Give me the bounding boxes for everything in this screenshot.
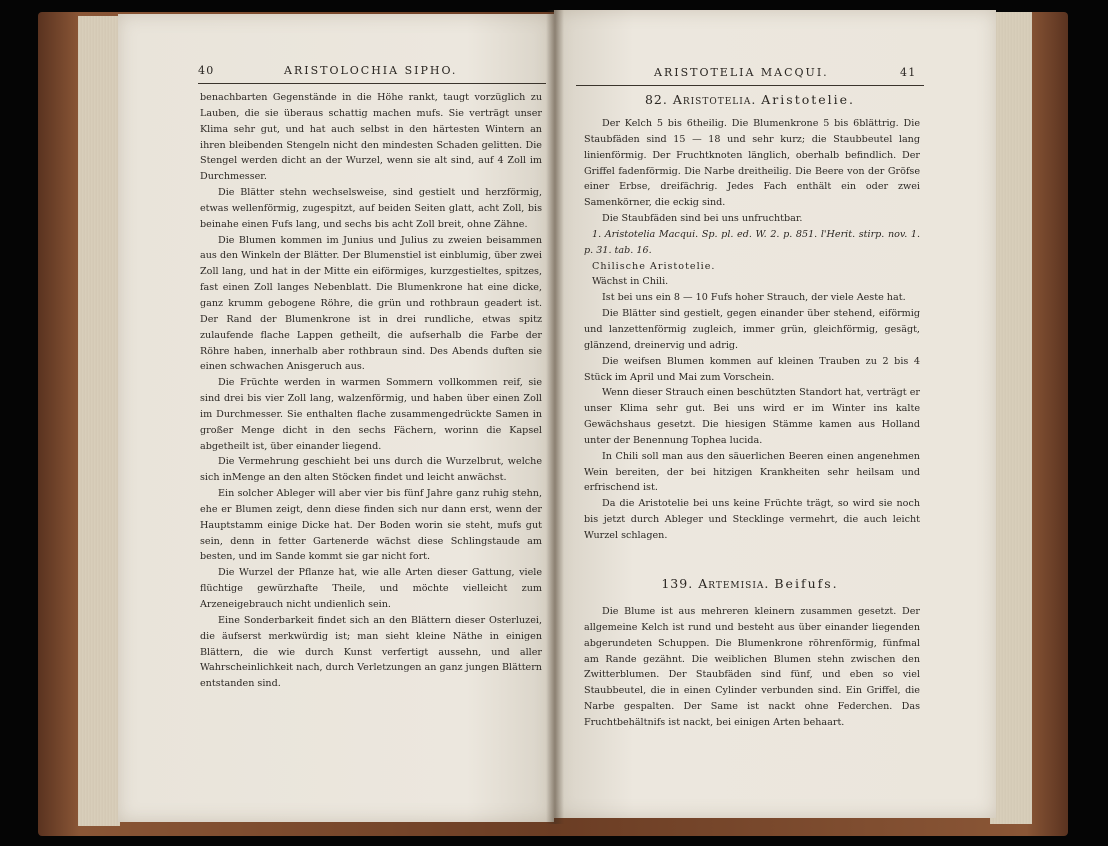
right-paragraph: Die weifsen Blumen kommen auf kleinen Trauben zu 2 bis 4 Stück im April und Mai zum Vorschein. [584, 355, 920, 383]
right-paragraph: Wenn dieser Strauch einen beschützten Standort hat, verträgt er unser Klima sehr gut. Bei uns wird er im Winter ins kalte Gewächshaus gesetzt. Die hiesigen Stämme kamen aus Holland unter der Benennung Tophea lucida. [584, 387, 920, 446]
right-paragraph: In Chili soll man aus den säuerlichen Beeren einen angenehmen Wein bereiten, der bei hitzigen Krankheiten sehr heilsam und erfrischend ist. [584, 450, 920, 494]
right-paragraph: Der Kelch 5 bis 6theilig. Die Blumenkrone 5 bis 6blättrig. Die Staubfäden sind 15 — 18 und sehr kurz; die Staubbeutel lang linienförmig. Der Fruchtknoten länglich, oberhalb befindlich. Der Griffel fadenförmig. Die Narbe dreitheilig. Die Beere von der Gröfse einer Erbse, dreifächrig. Jedes Fach enthält ein oder zwei Samenkörner, die eckig sind. [584, 118, 920, 209]
common-name: Chilische Aristotelie. [592, 260, 716, 272]
left-running-head: ARISTOLOCHIA SIPHO. [284, 64, 458, 77]
left-paragraph: Eine Sonderbarkeit findet sich an den Blättern dieser Osterluzei, die äufserst merkwürdig ist; man sieht kleine Näthe in einigen Blättern, die wie durch Kunst verfertigt aussehn, und aller Wahrscheinlichkeit nach, durch Verletzungen an ganz jungen Blättern entstanden sind. [200, 614, 542, 690]
right-paragraph: Die Staubfäden sind bei uns unfruchtbar. [602, 213, 803, 225]
section-82-number: 82. [644, 92, 668, 107]
left-paragraph: Die Wurzel der Pflanze hat, wie alle Arten dieser Gattung, viele flüchtige gewürzhafte Theile, und möchte vielleicht zum Arzeneigebrauch nicht undienlich sein. [200, 567, 542, 610]
left-page-edges [78, 16, 120, 826]
species-citation: 1. Aristotelia Macqui. Sp. pl. ed. W. 2. p. 851. l'Herit. stirp. nov. 1. p. 31. tab. 16. [584, 228, 920, 256]
left-paragraph: Die Vermehrung geschieht bei uns durch die Wurzelbrut, welche sich inMenge an den alten Stöcken findet und leicht anwächst. [200, 456, 542, 484]
left-paragraph: Die Blumen kommen im Junius und Julius zu zweien beisammen aus den Winkeln der Blätter. Der Blumenstiel ist einblumig, über zwei Zoll lang, und hat in der Mitte ein eiförmiges, kurzgestieltes, spitzes, fast einen Zoll langes Nebenblatt. Die Blumenkrone hat eine dicke, ganz krumm gebogene Röhre, die grün und rothbraun geadert ist. Der Rand der Blumenkrone ist in drei rundliche, etwas spitz zulaufende flache Lappen getheilt, die aufserhalb die Farbe der Röhre haben, innerhalb aber rothbraun sind. Des Abends duften sie einen schwachen Anisgeruch aus. [200, 234, 542, 373]
section-82-title [576, 92, 924, 107]
habitat: Wächst in Chili. [592, 276, 669, 288]
left-paragraph: Die Blätter stehn wechselsweise, sind gestielt und herzförmig, etwas wellenförmig, zugespitzt, auf beiden Seiten glatt, acht Zoll, bis beinahe einen Fufs lang, und sechs bis acht Zoll breit, ohne Zähne. [200, 187, 542, 230]
section-139-genus: Artemisia. [698, 576, 770, 591]
right-page [554, 10, 996, 818]
left-paragraph: Die Früchte werden in warmen Sommern vollkommen reif, sie sind drei bis vier Zoll lang, walzenförmig, und haben über einen Zoll im Durchmesser. Sie enthalten flache zusammengedrückte Samen in großer Menge dicht in den sechs Fächern, worinn die Kapsel abgetheilt ist, über einander liegend. [200, 377, 542, 452]
section-82-german: Aristotelie. [761, 92, 856, 107]
right-paragraph: Die Blätter sind gestielt, gegen einander über stehend, eiförmig und lanzettenförmig zugleich, immer grün, gleichförmig, gesägt, glänzend, dreinervig und adrig. [584, 308, 920, 351]
right-paragraph: Da die Aristotelie bei uns keine Früchte trägt, so wird sie noch bis jetzt durch Ableger und Stecklinge vermehrt, die auch leicht Wurzel schlagen. [584, 498, 920, 541]
left-head-rule [198, 83, 546, 84]
left-body-text [200, 90, 542, 692]
section-139-title [576, 576, 924, 591]
right-page-edges [990, 12, 1032, 824]
book-gutter [546, 10, 564, 824]
section-82-genus: Aristotelia. [672, 92, 757, 107]
left-page [118, 14, 554, 822]
right-page-number: 41 [900, 66, 917, 79]
right-running-head: ARISTOTELIA MACQUI. [654, 66, 829, 79]
right-paragraph: Die Blume ist aus mehreren kleinern zusammen gesetzt. Der allgemeine Kelch ist rund und besteht aus über einander liegenden abgerundeten Schuppen. Die Blumenkrone röhrenförmig, fünfmal am Rande gezähnt. Die weiblichen Blumen stehn zwischen den Zwitterblumen. Der Staubfäden sind fünf, und eben so viel Staubbeutel, die in einen Cylinder verbunden sind. Ein Griffel, die Narbe gespalten. Der Same ist nackt ohne Federchen. Das Fruchtbehältnifs ist nackt, bei einigen Arten behaart. [584, 606, 920, 728]
left-page-number: 40 [198, 64, 215, 77]
section-139-german: Beifufs. [774, 576, 839, 591]
section-139-number: 139. [661, 576, 694, 591]
right-head-rule [576, 85, 924, 86]
left-paragraph: benachbarten Gegenstände in die Höhe rankt, taugt vorzüglich zu Lauben, die sie überaus schattig machen mufs. Sie verträgt unser Klima sehr gut, und hat auch selbst in den härtesten Wintern an ihren bleibenden Stengeln nicht den mindesten Schaden gelitten. Die Stengel werden dicht an der Wurzel, wenn sie alt sind, auf 4 Zoll im Durchmesser. [200, 92, 542, 183]
right-body-text-82 [584, 116, 920, 544]
right-paragraph: Ist bei uns ein 8 — 10 Fufs hoher Strauch, der viele Aeste hat. [602, 292, 906, 304]
right-body-text-139 [584, 604, 920, 731]
left-paragraph: Ein solcher Ableger will aber vier bis fünf Jahre ganz ruhig stehn, ehe er Blumen zeigt, denn diese finden sich nur dann erst, wenn der Hauptstamm einige Dicke hat. Der Boden worin sie steht, mufs gut sein, denn in fetter Gartenerde wächst diese Schlingstaude am besten, und im Sande kommt sie gar nicht fort. [200, 488, 542, 563]
